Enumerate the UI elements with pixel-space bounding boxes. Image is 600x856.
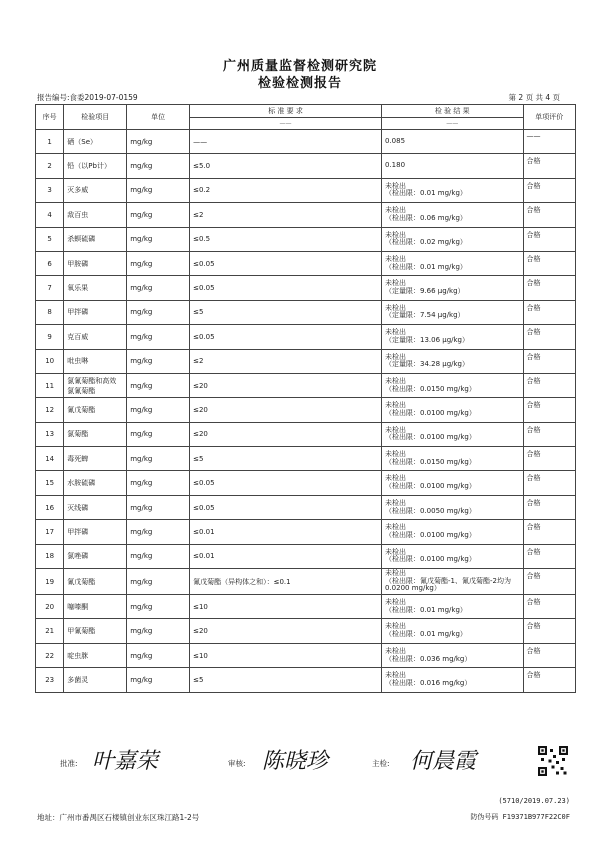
cell-judgement: 合格 [523, 471, 575, 495]
table-row [36, 373, 576, 397]
table-row [36, 595, 576, 619]
cell-unit: mg/kg [127, 130, 190, 154]
cell-requirement: ≤5 [190, 668, 382, 692]
header-requirement-dash: —— [190, 118, 382, 130]
cell-unit: mg/kg [127, 668, 190, 692]
cell-unit: mg/kg [127, 203, 190, 227]
cell-item: 多菌灵 [64, 668, 127, 692]
cell-requirement: ≤20 [190, 422, 382, 446]
cell-result: 未检出 （检出限：0.01 mg/kg） [381, 619, 523, 643]
table-row [36, 130, 576, 154]
cell-requirement: ≤5.0 [190, 154, 382, 178]
cell-judgement: 合格 [523, 373, 575, 397]
table-row [36, 276, 576, 300]
address: 地址：广州市番禺区石楼镇创业东区珠江路1-2号 [37, 813, 200, 822]
cell-requirement: ≤2 [190, 349, 382, 373]
cell-item: 甲拌磷 [64, 300, 127, 324]
table-row [36, 471, 576, 495]
cell-judgement: 合格 [523, 203, 575, 227]
cell-judgement: —— [523, 130, 575, 154]
table-row [36, 643, 576, 667]
inspect-signature: 何晨霞 [410, 749, 477, 774]
cell-requirement: ≤0.05 [190, 251, 382, 275]
cell-item: 灭多威 [64, 178, 127, 202]
cell-item: 铅（以Pb计） [64, 154, 127, 178]
cell-result: 未检出 （检出限：0.06 mg/kg） [381, 203, 523, 227]
cell-judgement: 合格 [523, 300, 575, 324]
cell-unit: mg/kg [127, 325, 190, 349]
cell-requirement: ≤20 [190, 373, 382, 397]
cell-requirement: ≤10 [190, 595, 382, 619]
cell-unit: mg/kg [127, 422, 190, 446]
org-name: 广州质量监督检测研究院 [222, 59, 377, 74]
cell-unit: mg/kg [127, 520, 190, 544]
cell-judgement: 合格 [523, 619, 575, 643]
cell-judgement: 合格 [523, 325, 575, 349]
cell-requirement: ≤5 [190, 447, 382, 471]
doc-code: (5710/2019.07.23) [498, 797, 570, 805]
cell-judgement: 合格 [523, 643, 575, 667]
table-row [36, 495, 576, 519]
cell-requirement: ≤20 [190, 619, 382, 643]
cell-result: 未检出 （检出限：氰戊菊酯-1、氰戊菊酯-2均为0.0200 mg/kg） [381, 569, 523, 595]
cell-judgement: 合格 [523, 398, 575, 422]
table-row [36, 349, 576, 373]
cell-result: 0.180 [381, 154, 523, 178]
table-row [36, 398, 576, 422]
cell-no: 5 [36, 227, 64, 251]
cell-item: 杀螟硫磷 [64, 227, 127, 251]
cell-judgement: 合格 [523, 178, 575, 202]
cell-result: 未检出 （检出限：0.0100 mg/kg） [381, 544, 523, 568]
approve-label: 批准: [60, 759, 78, 768]
cell-requirement: ≤0.05 [190, 495, 382, 519]
cell-item: 氰戊菊酯 [64, 569, 127, 595]
cell-requirement: ≤0.05 [190, 325, 382, 349]
cell-judgement: 合格 [523, 422, 575, 446]
cell-no: 6 [36, 251, 64, 275]
cell-item: 氯菊酯 [64, 422, 127, 446]
table-row [36, 447, 576, 471]
cell-unit: mg/kg [127, 373, 190, 397]
cell-result: 未检出 （检出限：0.01 mg/kg） [381, 178, 523, 202]
cell-unit: mg/kg [127, 227, 190, 251]
cell-judgement: 合格 [523, 495, 575, 519]
table-row [36, 300, 576, 324]
cell-no: 20 [36, 595, 64, 619]
cell-unit: mg/kg [127, 569, 190, 595]
table-row [36, 203, 576, 227]
review-signature: 陈晓珍 [262, 749, 329, 774]
cell-unit: mg/kg [127, 643, 190, 667]
cell-item: 甲拌磷 [64, 520, 127, 544]
cell-requirement: ≤5 [190, 300, 382, 324]
header-result-dash: —— [381, 118, 523, 130]
cell-unit: mg/kg [127, 276, 190, 300]
inspect-label: 主检: [372, 759, 390, 768]
cell-no: 23 [36, 668, 64, 692]
report-number-label: 报告编号: [37, 93, 70, 102]
report-title: 检验检测报告 [257, 76, 342, 91]
cell-result: 未检出 （检出限：0.0100 mg/kg） [381, 398, 523, 422]
cell-judgement: 合格 [523, 544, 575, 568]
cell-item: 噻嗪酮 [64, 595, 127, 619]
cell-judgement: 合格 [523, 251, 575, 275]
cell-item: 甲氰菊酯 [64, 619, 127, 643]
cell-result: 未检出 （检出限：0.0050 mg/kg） [381, 495, 523, 519]
cell-judgement: 合格 [523, 520, 575, 544]
cell-no: 3 [36, 178, 64, 202]
cell-requirement: ≤20 [190, 398, 382, 422]
cell-result: 未检出 （检出限：0.036 mg/kg） [381, 643, 523, 667]
table-row [36, 154, 576, 178]
cell-result: 未检出 （检出限：0.0150 mg/kg） [381, 447, 523, 471]
approve-signature: 叶嘉荣 [92, 749, 159, 774]
header-judgement: 单项评价 [523, 105, 575, 130]
cell-item: 甲胺磷 [64, 251, 127, 275]
header-requirement: 标 准 要 求 [190, 105, 382, 118]
cell-requirement: ≤0.01 [190, 544, 382, 568]
table-row [36, 619, 576, 643]
cell-item: 吡虫啉 [64, 349, 127, 373]
header-item: 检验项目 [64, 105, 127, 130]
cell-result: 未检出 （检出限：0.01 mg/kg） [381, 595, 523, 619]
cell-result: 未检出 （检出限：0.01 mg/kg） [381, 251, 523, 275]
cell-no: 2 [36, 154, 64, 178]
cell-item: 氰戊菊酯 [64, 398, 127, 422]
header-result: 检 验 结 果 [381, 105, 523, 118]
cell-judgement: 合格 [523, 276, 575, 300]
cell-no: 11 [36, 373, 64, 397]
cell-unit: mg/kg [127, 300, 190, 324]
cell-unit: mg/kg [127, 544, 190, 568]
cell-judgement: 合格 [523, 595, 575, 619]
qr-code-icon [538, 746, 568, 776]
cell-no: 1 [36, 130, 64, 154]
cell-item: 灭线磷 [64, 495, 127, 519]
cell-result: 0.085 [381, 130, 523, 154]
header-no: 序号 [36, 105, 64, 130]
cell-unit: mg/kg [127, 471, 190, 495]
cell-unit: mg/kg [127, 495, 190, 519]
table-row [36, 227, 576, 251]
cell-item: 氧乐果 [64, 276, 127, 300]
cell-requirement: ≤0.2 [190, 178, 382, 202]
results-table [35, 104, 576, 693]
table-row [36, 422, 576, 446]
cell-result: 未检出 （定量限：7.54 μg/kg） [381, 300, 523, 324]
cell-no: 14 [36, 447, 64, 471]
cell-item: 氯唑磷 [64, 544, 127, 568]
cell-no: 18 [36, 544, 64, 568]
cell-no: 17 [36, 520, 64, 544]
cell-no: 15 [36, 471, 64, 495]
cell-no: 7 [36, 276, 64, 300]
cell-result: 未检出 （检出限：0.0150 mg/kg） [381, 373, 523, 397]
table-row [36, 325, 576, 349]
cell-unit: mg/kg [127, 398, 190, 422]
cell-judgement: 合格 [523, 154, 575, 178]
cell-result: 未检出 （检出限：0.0100 mg/kg） [381, 520, 523, 544]
cell-unit: mg/kg [127, 154, 190, 178]
cell-judgement: 合格 [523, 668, 575, 692]
cell-no: 8 [36, 300, 64, 324]
cell-no: 4 [36, 203, 64, 227]
page-indicator: 第 2 页 共 4 页 [508, 93, 560, 102]
header-unit: 单位 [127, 105, 190, 130]
cell-result: 未检出 （检出限：0.02 mg/kg） [381, 227, 523, 251]
cell-item: 啶虫脒 [64, 643, 127, 667]
cell-requirement: ≤10 [190, 643, 382, 667]
anti-fake-code: 防伪号码 F19371B977F22C0F [470, 813, 570, 821]
cell-unit: mg/kg [127, 178, 190, 202]
cell-no: 12 [36, 398, 64, 422]
cell-result: 未检出 （检出限：0.016 mg/kg） [381, 668, 523, 692]
cell-item: 硒（Se） [64, 130, 127, 154]
cell-judgement: 合格 [523, 349, 575, 373]
cell-requirement: ≤2 [190, 203, 382, 227]
cell-unit: mg/kg [127, 619, 190, 643]
cell-result: 未检出 （定量限：13.06 μg/kg） [381, 325, 523, 349]
cell-judgement: 合格 [523, 447, 575, 471]
cell-unit: mg/kg [127, 349, 190, 373]
cell-unit: mg/kg [127, 595, 190, 619]
table-row [36, 520, 576, 544]
cell-no: 10 [36, 349, 64, 373]
cell-requirement: 氰戊菊酯（异构体之和）：≤0.1 [190, 569, 382, 595]
cell-requirement: ≤0.5 [190, 227, 382, 251]
table-row [36, 251, 576, 275]
cell-result: 未检出 （检出限：0.0100 mg/kg） [381, 471, 523, 495]
cell-judgement: 合格 [523, 227, 575, 251]
cell-judgement: 合格 [523, 569, 575, 595]
cell-result: 未检出 （检出限：0.0100 mg/kg） [381, 422, 523, 446]
cell-no: 22 [36, 643, 64, 667]
cell-item: 毒死蜱 [64, 447, 127, 471]
cell-no: 13 [36, 422, 64, 446]
cell-requirement: ≤0.05 [190, 471, 382, 495]
cell-no: 9 [36, 325, 64, 349]
cell-requirement: ≤0.05 [190, 276, 382, 300]
report-number [37, 92, 138, 103]
cell-no: 21 [36, 619, 64, 643]
cell-item: 水胺硫磷 [64, 471, 127, 495]
table-row [36, 668, 576, 692]
cell-item: 氯氰菊酯和高效氯氰菊酯 [64, 373, 127, 397]
table-row [36, 178, 576, 202]
cell-unit: mg/kg [127, 447, 190, 471]
cell-result: 未检出 （定量限：34.28 μg/kg） [381, 349, 523, 373]
table-row [36, 544, 576, 568]
cell-item: 敌百虫 [64, 203, 127, 227]
cell-item: 克百威 [64, 325, 127, 349]
cell-unit: mg/kg [127, 251, 190, 275]
report-number-value: 食委2019-07-0159 [69, 93, 138, 102]
table-row [36, 569, 576, 595]
cell-result: 未检出 （定量限：9.66 μg/kg） [381, 276, 523, 300]
review-label: 审核: [228, 759, 246, 768]
cell-requirement: —— [190, 130, 382, 154]
cell-no: 19 [36, 569, 64, 595]
cell-requirement: ≤0.01 [190, 520, 382, 544]
cell-no: 16 [36, 495, 64, 519]
